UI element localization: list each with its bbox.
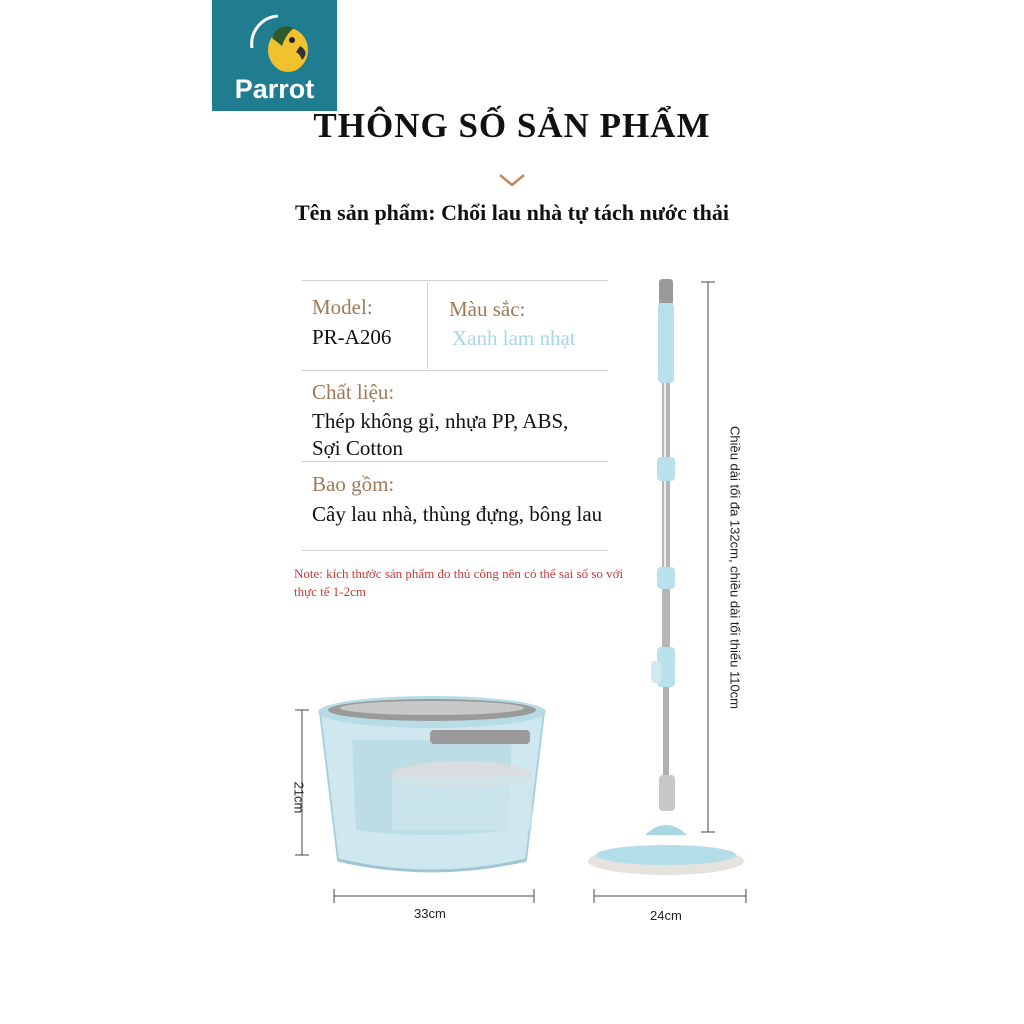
color-label: Màu sắc: [449,297,526,321]
page-title: THÔNG SỐ SẢN PHẨM [313,106,711,145]
logo-text: Parrot [234,74,315,104]
bucket-height-label: 21cm [291,781,307,814]
model-label: Model: [312,295,373,319]
material-label: Chất liệu: [312,380,395,404]
mop-length-label: Chiều dài tối đa 132cm, chiều dài tối thiểu 110cm [727,425,743,710]
includes-value: Cây lau nhà, thùng đựng, bông lau [312,502,603,526]
product-name: Tên sản phẩm: Chổi lau nhà tự tách nước thải [294,200,730,225]
mop-head-width-label: 24cm [650,908,682,923]
measurement-note: Note: kích thước sản phẩm đo thủ công nên có thể sai số so với thực tế 1-2cm [294,566,624,599]
model-value: PR-A206 [312,325,392,349]
color-value: Xanh lam nhạt [452,326,576,350]
bucket-width-label: 33cm [414,906,446,921]
material-value-2: Sợi Cotton [312,436,404,460]
includes-label: Bao gồm: [312,472,395,496]
material-value: Thép không gỉ, nhựa PP, ABS, [312,409,569,433]
